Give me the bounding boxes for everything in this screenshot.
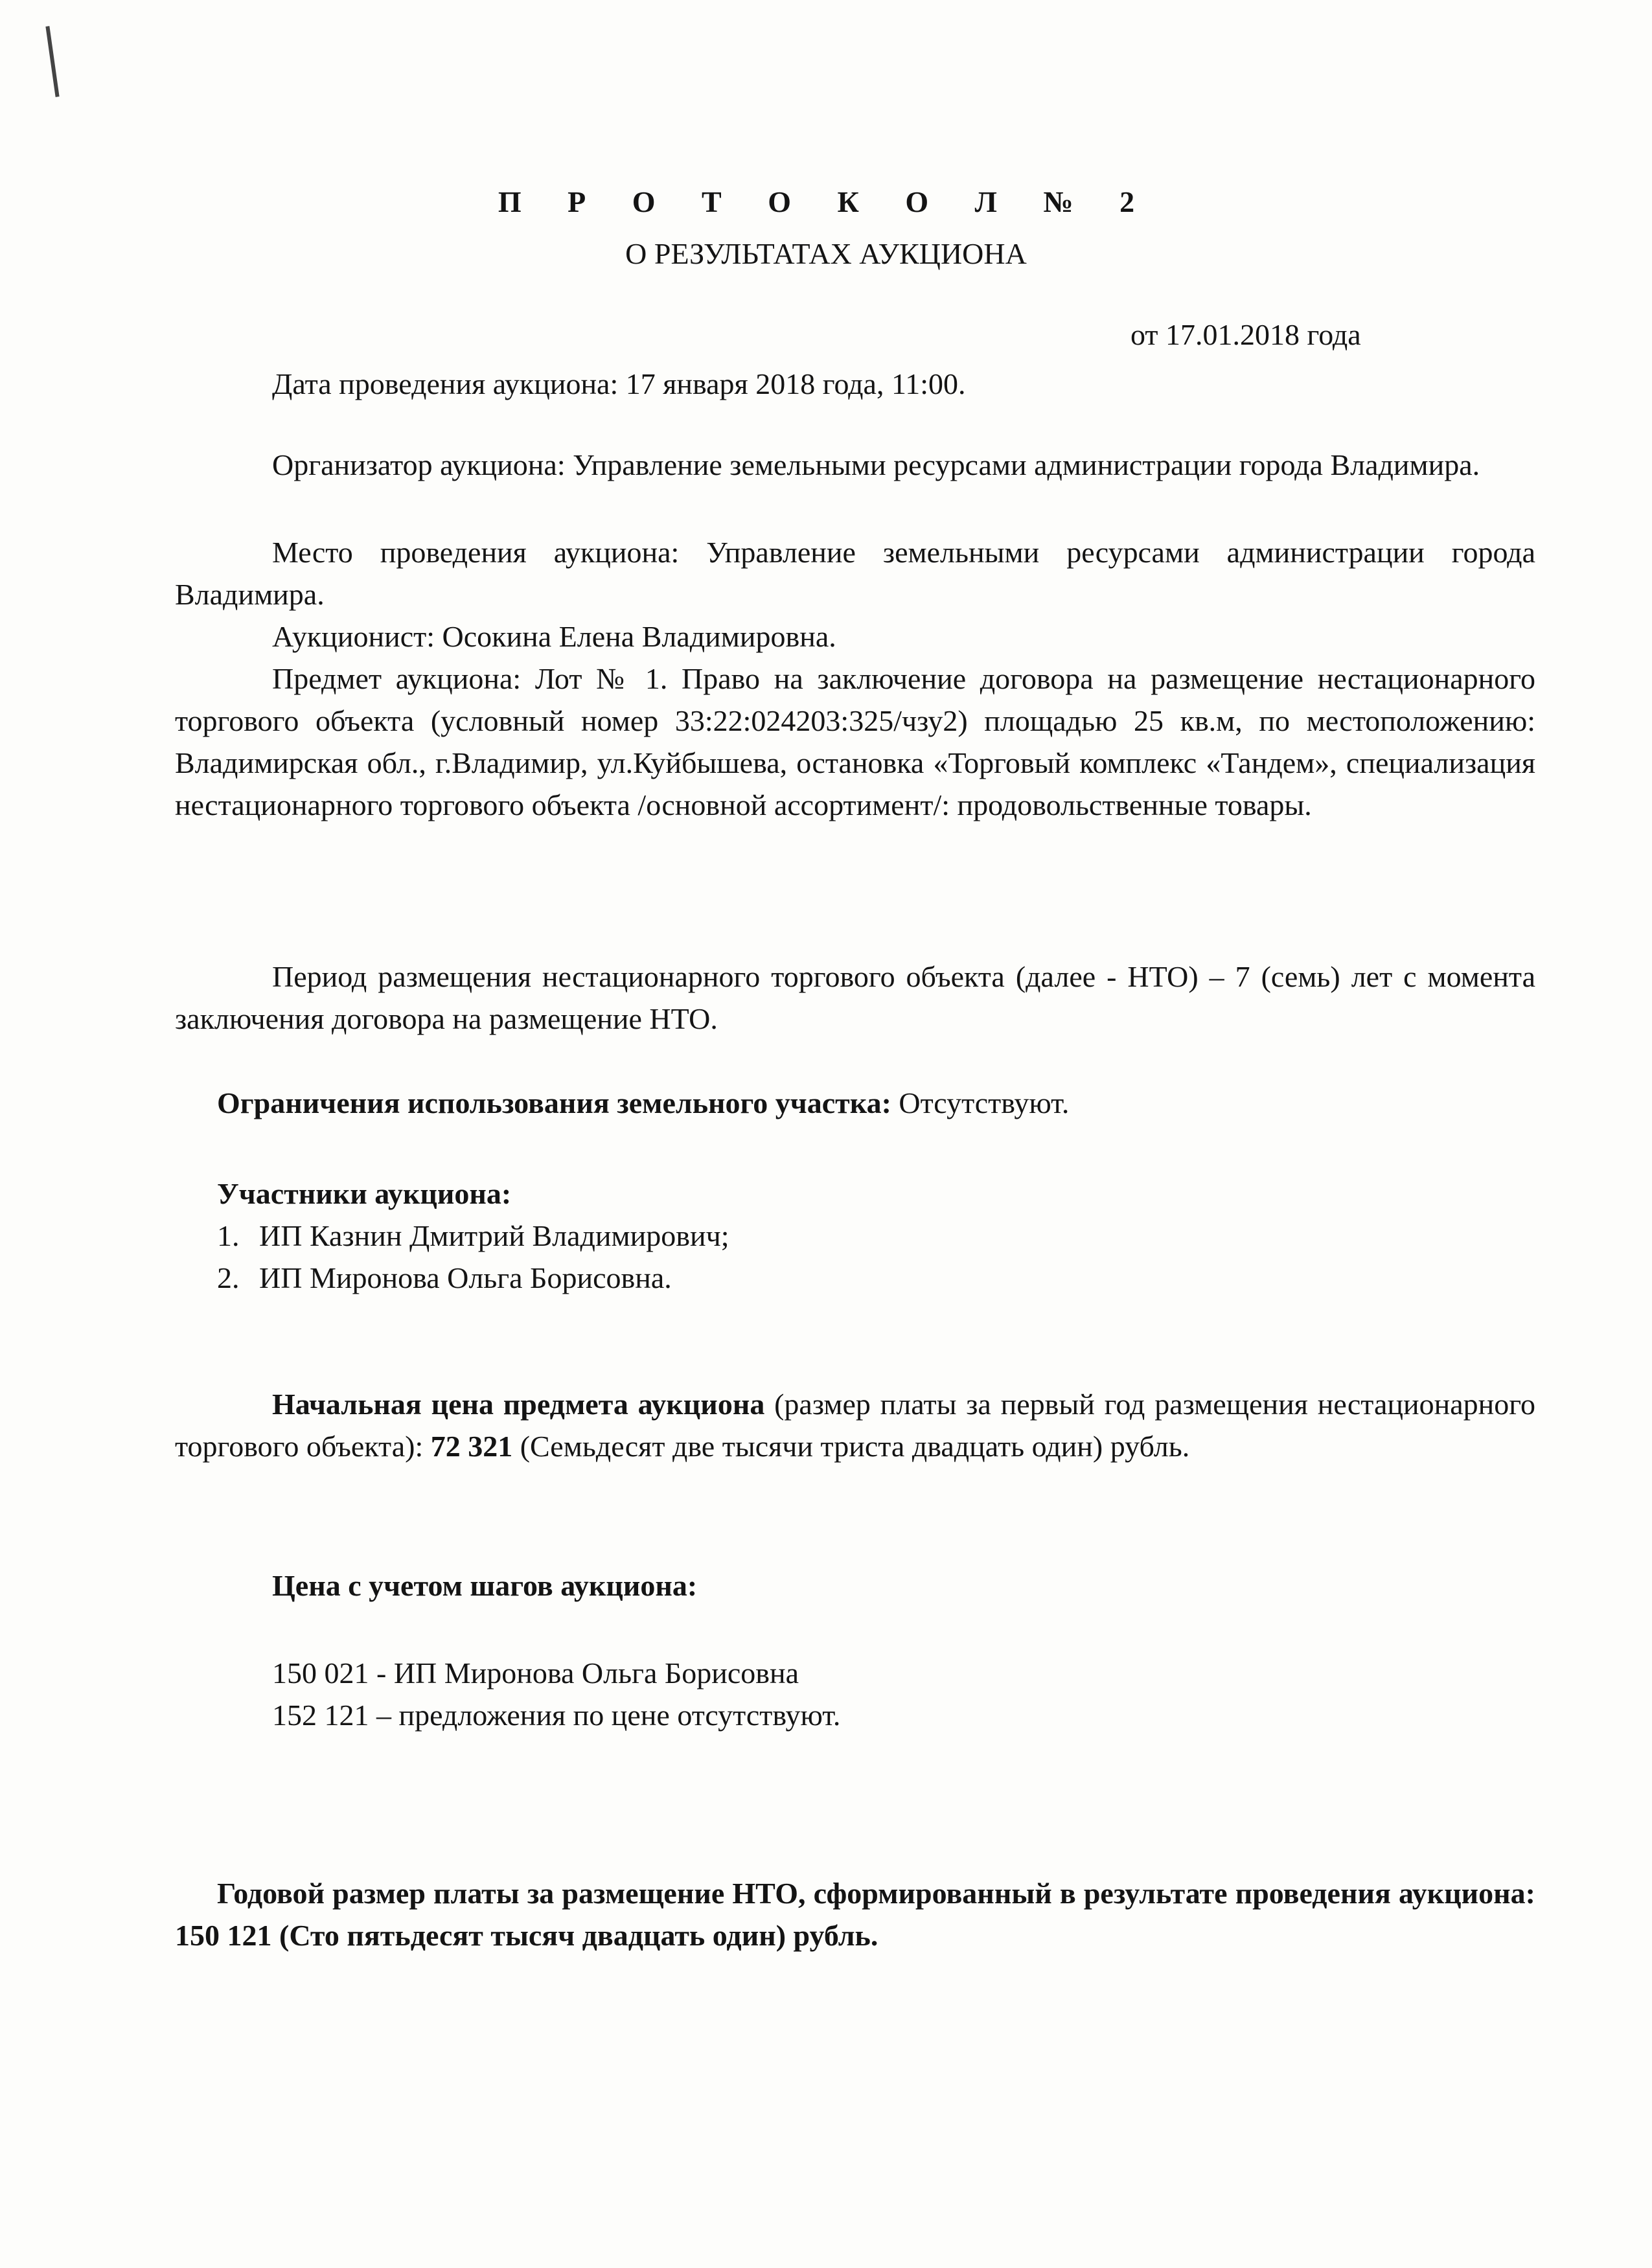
organizer-paragraph: Организатор аукциона: Управление земельными ресурсами администрации города Владимира. — [272, 448, 1480, 481]
document-title: П Р О Т О К О Л № 2 — [498, 185, 1154, 218]
start-price-label: Начальная цена предмета аукциона — [272, 1388, 765, 1421]
restrictions-paragraph — [175, 1082, 1535, 1124]
participants-section — [175, 1173, 1535, 1299]
steps-list — [175, 1652, 1535, 1736]
scan-mark — [45, 26, 59, 97]
start-price-paragraph: Начальная цена предмета аукциона (размер платы за первый год размещения нестационарного торгового объекта): 72 321 (Семьдесят две тысячи триста двадцать один) рубль. — [175, 1388, 1535, 1463]
participants-list — [175, 1215, 1535, 1299]
steps-label: Цена с учетом шагов аукциона: — [272, 1569, 698, 1602]
list-item: 150 021 - ИП Миронова Ольга Борисовна — [272, 1656, 799, 1690]
auction-date: Дата проведения аукциона: 17 января 2018 года, 11:00. — [272, 367, 966, 400]
location-paragraph: Место проведения аукциона: Управление земельными ресурсами администрации города Владимира. — [175, 536, 1535, 611]
subject-paragraph: Предмет аукциона: Лот № 1. Право на заключение договора на размещение нестационарного торгового объекта (условный номер 33:22:024203:325/чзу2) площадью 25 кв.м, по местоположению: Владимирская обл., г.Владимир, ул.Куйбышева, остановка «Торговый комплекс «Тандем», специализация нестационарного торгового объекта /основной ассортимент/: продовольственные товары. — [175, 662, 1535, 821]
list-item: 152 121 – предложения по цене отсутствуют. — [272, 1699, 841, 1732]
restrictions-label: Ограничения использования земельного участка: — [217, 1086, 891, 1119]
list-item: 2. ИП Миронова Ольга Борисовна. — [217, 1261, 672, 1294]
auctioneer-paragraph: Аукционист: Осокина Елена Владимировна. — [272, 620, 836, 653]
annual-fee-paragraph: Годовой размер платы за размещение НТО, сформированный в результате проведения аукциона: 150 121 (Сто пятьдесят тысяч двадцать один) рубль. — [175, 1877, 1535, 1952]
document-subtitle: О РЕЗУЛЬТАТАХ АУКЦИОНА — [625, 237, 1027, 270]
restrictions-value: Отсутствуют. — [891, 1086, 1070, 1119]
list-item: 1. ИП Казнин Дмитрий Владимирович; — [217, 1219, 729, 1252]
document-date: от 17.01.2018 года — [1130, 318, 1361, 351]
start-price-value: 72 321 — [430, 1430, 513, 1463]
period-paragraph: Период размещения нестационарного торгового объекта (далее - НТО) – 7 (семь) лет с момента заключения договора на размещение НТО. — [175, 960, 1535, 1035]
participants-label: Участники аукциона: — [217, 1177, 512, 1210]
